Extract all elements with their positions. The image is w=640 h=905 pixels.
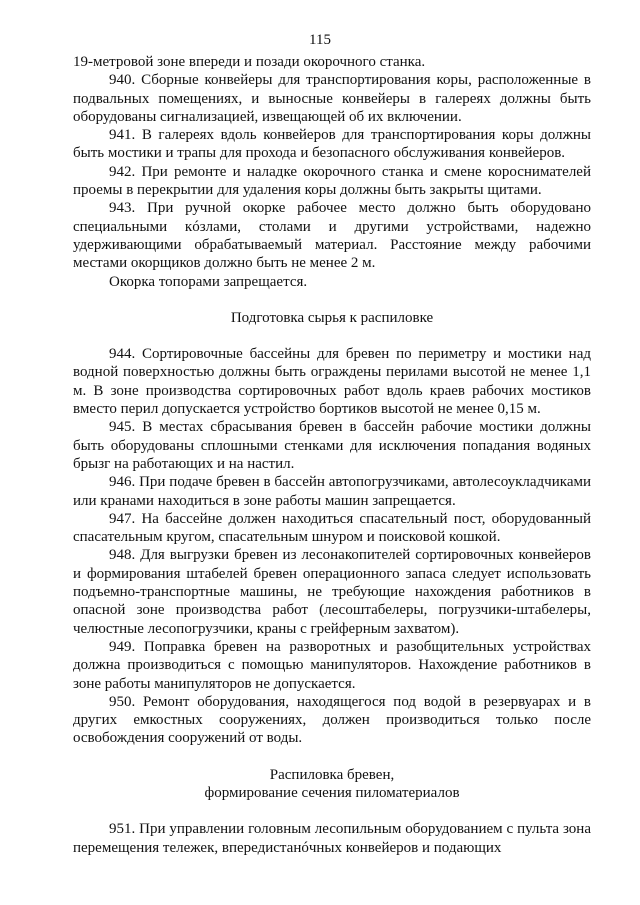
paragraph-950: 950. Ремонт оборудования, находящегося под водой в резервуарах и в других емкостных сооружениях, должен производиться только после освобождения сооружений от воды. [73, 693, 591, 747]
section-heading-line-1: Распиловка бревен, [269, 766, 395, 783]
paragraph-951: 951. При управлении головным лесопильным оборудованием с пульта зона перемещения тележек, впередистанóчных конвейеров и подающих [73, 821, 591, 856]
section-heading-line-2: формирование сечения пиломатериалов [204, 784, 460, 801]
paragraph-continuation: 19-метровой зоне впереди и позади окорочного станка. [73, 54, 426, 70]
paragraph-940: 940. Сборные конвейеры для транспортирования коры, расположенные в подвальных помещениях, и выносные конвейеры в галереях должны быть оборудованы сигнализацией, извещающей об их включении. [73, 72, 591, 125]
paragraph-944: 944. Сортировочные бассейны для бревен по периметру и мостики над водной поверхностью должны быть ограждены перилами высотой не менее 1,1 м. В зоне производства сортировочных работ вдоль краев рабочих мостиков вместо перил допускается устройство бортиков высотой не менее 0,15 м. [73, 346, 591, 418]
paragraph-947: 947. На бассейне должен находиться спасательный пост, оборудованный спасательным кругом, спасательным шнуром и поисковой кошкой. [73, 510, 591, 546]
document-body [73, 53, 591, 857]
paragraph-943: 943. При ручной окорке рабочее место должно быть оборудовано специальными кóзлами, столами и другими устройствами, надежно удерживающими обрабатываемый материал. Расстояние между рабочими местами окорщиков должно быть не менее 2 м. [73, 200, 591, 272]
paragraph-949: 949. Поправка бревен на разворотных и разобщительных устройствах должна производиться с помощью манипуляторов. Нахождение работников в зоне работы манипуляторов не допускается. [73, 638, 591, 692]
paragraph-945: 945. В местах сбрасывания бревен в бассейн рабочие мостики должны быть оборудованы сплошными стенками для исключения попадания водяных брызг на работающих и на настил. [73, 419, 591, 472]
paragraph-942: 942. При ремонте и наладке окорочного станка и смене короснимателей проемы в перекрытии для удаления коры должны быть закрыты щитами. [73, 163, 591, 199]
paragraph-948: 948. Для выгрузки бревен из лесонакопителей сортировочных конвейеров и формирования штабелей бревен операционного запаса следует использовать подъемно-транспортные машины, не требующие нахождения работников в опасной зоне производства работ (лесоштабелеры, погрузчики-штабелеры, челюстные лесопогрузчики, краны с грейферным захватом). [73, 547, 591, 637]
paragraph-946: 946. При подаче бревен в бассейн автопогрузчиками, автолесоукладчиками или кранами находиться в зоне работы машин запрещается. [73, 474, 591, 509]
section-heading-log-sawing [73, 766, 591, 803]
paragraph-943-note: Окорка топорами запрещается. [109, 273, 308, 290]
page-number: 115 [309, 32, 331, 48]
section-heading-raw-material-preparation: Подготовка сырья к распиловке [230, 309, 434, 326]
paragraph-941: 941. В галереях вдоль конвейеров для транспортирования коры должны быть мостики и трапы для прохода и безопасного обслуживания конвейеров. [73, 127, 591, 162]
